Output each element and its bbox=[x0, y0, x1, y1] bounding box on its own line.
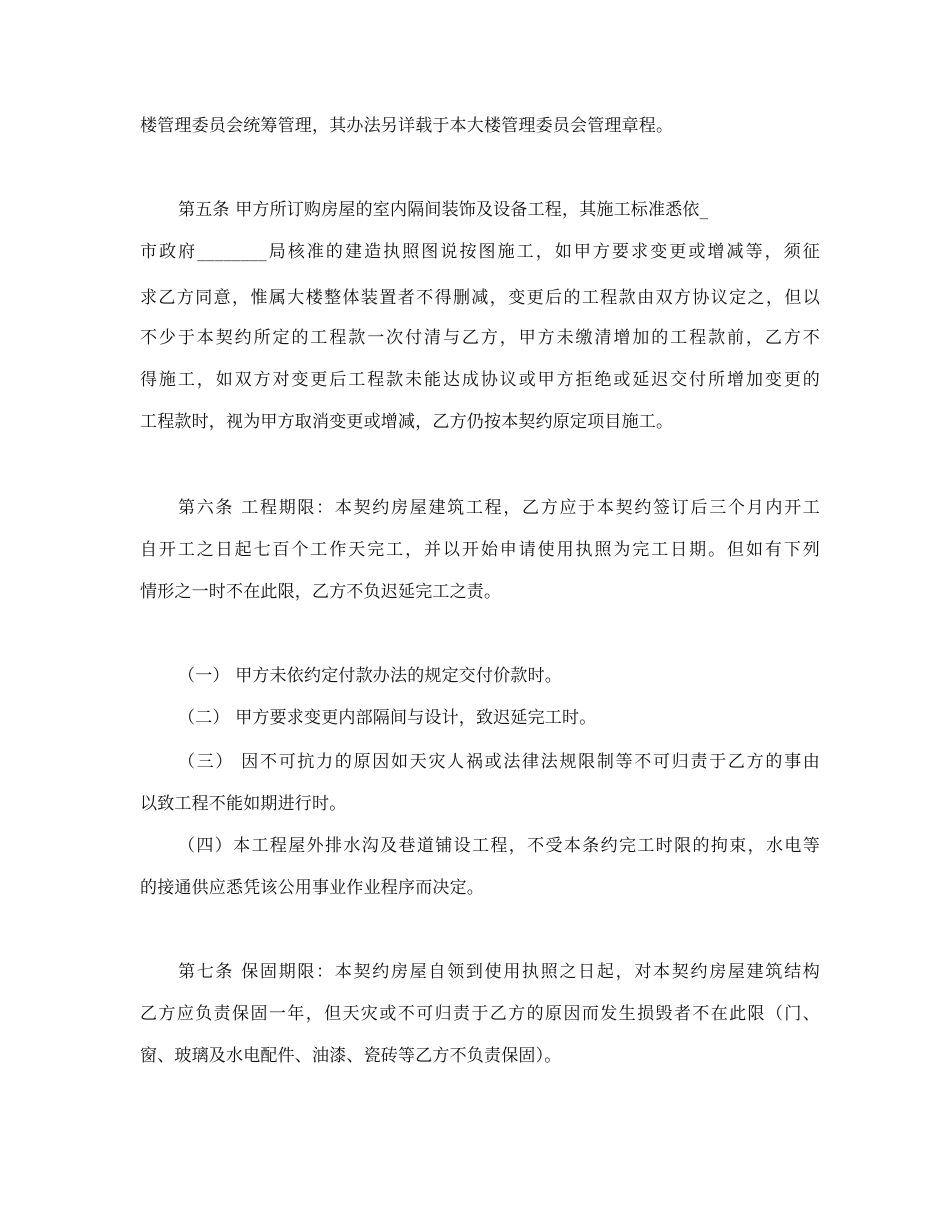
list-item-2: （二） 甲方要求变更内部隔间与设计，致迟延完工时。 bbox=[178, 708, 597, 728]
list-item-4: （四）本工程屋外排水沟及巷道铺设工程，不受本条约完工时限的拘束，水电等 bbox=[178, 836, 820, 856]
text-line: 以致工程不能如期进行时。 bbox=[140, 794, 347, 814]
text-line: 求乙方同意，惟属大楼整体装置者不得删减，变更后的工程款由双方协议定之，但以 bbox=[140, 288, 820, 308]
text-line: 市政府________局核准的建造执照图说按图施工，如甲方要求变更或增减等，须征 bbox=[140, 242, 820, 262]
article-7-heading-line: 第七条 保固期限：本契约房屋自领到使用执照之日起，对本契约房屋建筑结构 bbox=[178, 962, 820, 982]
article-5-heading-line: 第五条 甲方所订购房屋的室内隔间装饰及设备工程，其施工标准悉依_ bbox=[178, 200, 709, 220]
article-6-heading-line: 第六条 工程期限：本契约房屋建筑工程，乙方应于本契约签订后三个月内开工 bbox=[178, 498, 820, 518]
text-line: 乙方应负责保固一年，但天灾或不可归责于乙方的原因而发生损毁者不在此限（门、 bbox=[140, 1004, 820, 1024]
text-line: 情形之一时不在此限，乙方不负迟延完工之责。 bbox=[140, 582, 502, 602]
text-line: 工程款时，视为甲方取消变更或增减，乙方仍按本契约原定项目施工。 bbox=[140, 412, 674, 432]
list-item-3: （三） 因不可抗力的原因如天灾人祸或法律法规限制等不可归责于乙方的事由 bbox=[178, 752, 820, 772]
text-line: 的接通供应悉凭该公用事业作业程序而决定。 bbox=[140, 878, 484, 898]
text-line: 自开工之日起七百个工作天完工，并以开始申请使用执照为完工日期。但如有下列 bbox=[140, 540, 820, 560]
text-line: 楼管理委员会统筹管理，其办法另详载于本大楼管理委员会管理章程。 bbox=[140, 116, 674, 136]
text-line: 得施工，如双方对变更后工程款未能达成协议或甲方拒绝或延迟交付所增加变更的 bbox=[140, 370, 820, 390]
list-item-1: （一） 甲方未依约定付款办法的规定交付价款时。 bbox=[178, 666, 563, 686]
text-line: 不少于本契约所定的工程款一次付清与乙方，甲方未缴清增加的工程款前，乙方不 bbox=[140, 328, 820, 348]
text-line: 窗、玻璃及水电配件、油漆、瓷砖等乙方不负责保固）。 bbox=[140, 1046, 562, 1066]
